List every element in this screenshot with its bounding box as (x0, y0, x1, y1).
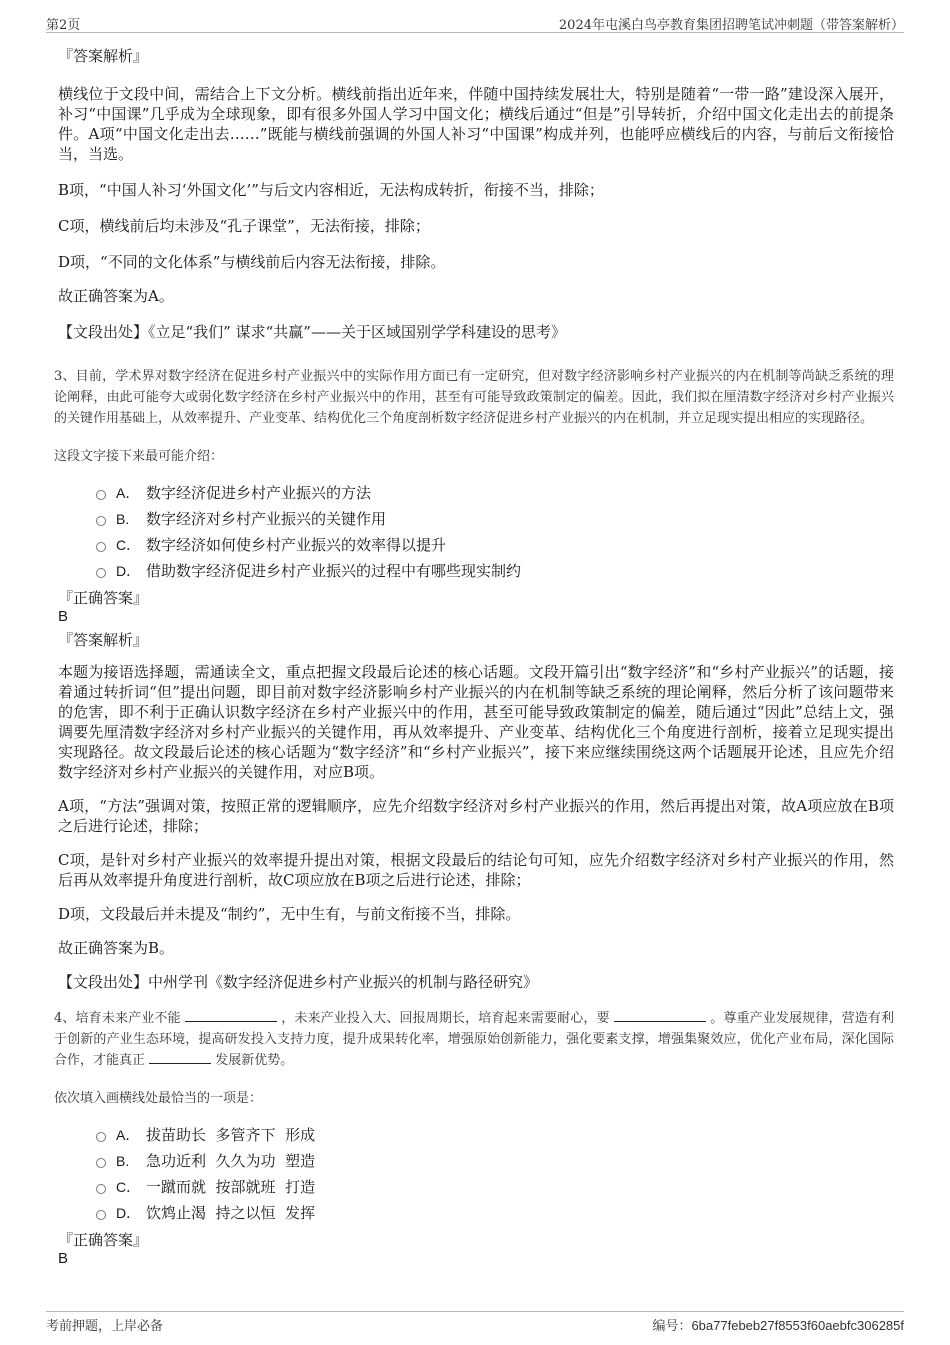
option-text: 拔苗助长 多管齐下 形成 (146, 1126, 316, 1144)
option-key: D． (116, 563, 141, 579)
option-c[interactable] (96, 1174, 894, 1200)
page-number: 第2页 (46, 18, 81, 33)
stem-part: 4、培育未来产业不能 (54, 1011, 181, 1026)
option-a[interactable] (96, 480, 894, 506)
option-a[interactable] (96, 1122, 894, 1148)
radio-icon[interactable] (96, 542, 106, 552)
option-text: 借助数字经济促进乡村产业振兴的过程中有哪些现实制约 (146, 562, 522, 580)
option-text: 数字经济促进乡村产业振兴的方法 (146, 484, 372, 502)
stem-part: 。尊重产业发展规律，营造有利于创新的产业生态环境，提高研发投入支持力度，提升成果转化率，增强原始创新能力，强化要素支撑，增强集聚效应，优化产业布局，深化国际合作，才能真正 (54, 1011, 895, 1068)
analysis-label: 『答案解析』 (58, 47, 149, 65)
radio-icon[interactable] (96, 568, 106, 578)
radio-icon[interactable] (96, 1132, 106, 1142)
radio-icon[interactable] (96, 1210, 106, 1220)
stem-part: 发展新优势。 (215, 1053, 294, 1068)
analysis-paragraph: B项，“中国人补习‘外国文化’”与后文内容相近，无法构成转折，衔接不当，排除； (58, 181, 604, 199)
question-4-options (96, 1122, 894, 1226)
fill-blank[interactable] (614, 1009, 706, 1022)
option-text: 数字经济如何使乡村产业振兴的效率得以提升 (146, 536, 447, 554)
analysis-label: 『答案解析』 (58, 631, 149, 649)
analysis-paragraph: D项，“不同的文化体系”与横线前后内容无法衔接，排除。 (58, 253, 446, 271)
option-text: 数字经济对乡村产业振兴的关键作用 (146, 510, 387, 528)
option-text: 一蹴而就 按部就班 打造 (146, 1178, 316, 1196)
fill-blank[interactable] (149, 1051, 211, 1064)
analysis-paragraph: 本题为接语选择题，需通读全文，重点把握文段最后论述的核心话题。文段开篇引出“数字经济”和“乡村产业振兴”的话题，接着通过转折词“但”提出问题，即目前对数字经济影响乡村产业振兴的内在机制等缺乏系统的理论阐释，然后分析了该问题带来的危害，即不利于正确认识数字经济在乡村产业振兴中的作用，甚至可能导致政策制定的偏差，随后通过“因此”总结上文，强调要先厘清数字经济对乡村产业振兴的关键作用，再从效率提升、产业变革、结构优化三个角度进行剖析，接着立足现实提出实现路径。故文段最后论述的核心话题为“数字经济”和“乡村产业振兴”，接下来应继续围绕这两个话题展开论述，且应先介绍数字经济对乡村产业振兴的关键作用，对应B项。 (58, 663, 894, 781)
question-4-prompt: 依次填入画横线处最恰当的一项是： (54, 1091, 263, 1106)
option-key: C． (116, 1179, 141, 1195)
option-b[interactable] (96, 506, 894, 532)
analysis-conclusion: 故正确答案为A。 (58, 287, 174, 305)
option-d[interactable] (96, 558, 894, 584)
option-d[interactable] (96, 1200, 894, 1226)
option-key: B. (116, 511, 130, 527)
option-text: 急功近利 久久为功 塑造 (146, 1152, 316, 1170)
page-footer (46, 1311, 904, 1336)
stem-part: ，未来产业投入大、回报周期长，培育起来需要耐心，要 (281, 1011, 610, 1026)
question-4-stem (54, 1008, 894, 1071)
option-text: 饮鸩止渴 持之以恒 发挥 (146, 1204, 316, 1222)
analysis-paragraph: A项，“方法”强调对策，按照正常的逻辑顺序，应先介绍数字经济对乡村产业振兴的作用，然后再提出对策，故A项应放在B项之后进行论述，排除； (58, 797, 894, 835)
analysis-paragraph: C项，是针对乡村产业振兴的效率提升提出对策，根据文段最后的结论句可知，应先介绍数字经济对乡村产业振兴的作用，然后再从效率提升角度进行剖析，故C项应放在B项之后进行论述，排除； (58, 851, 894, 889)
radio-icon[interactable] (96, 490, 106, 500)
source-citation: 【文段出处】《立足“我们” 谋求“共赢”——关于区域国别学学科建设的思考》 (58, 323, 566, 341)
radio-icon[interactable] (96, 1184, 106, 1194)
option-c[interactable] (96, 532, 894, 558)
analysis-paragraph: 横线位于文段中间，需结合上下文分析。横线前指出近年来，伴随中国持续发展壮大，特别是随着“一带一路”建设深入展开，补习“中国课”几乎成为全球现象，即有很多外国人学习中国文化；横线后通过“但是”引导转折，介绍中国文化走出去的前提条件。A项“中国文化走出去……”既能与横线前强调的外国人补习“中国课”构成并列，也能呼应横线后的内容，与前后文衔接恰当，当选。 (58, 85, 894, 163)
option-key: A． (116, 1127, 140, 1143)
document-code: 编号：6ba77febeb27f8553f60aebfc306285f (652, 1318, 904, 1333)
answer-value: B (58, 1250, 69, 1267)
option-key: B. (116, 1153, 130, 1169)
analysis-paragraph: C项，横线前后均未涉及“孔子课堂”，无法衔接，排除； (58, 217, 430, 235)
option-key: D． (116, 1205, 141, 1221)
document-title: 2024年屯溪白鸟亭教育集团招聘笔试冲刺题（带答案解析） (558, 18, 904, 33)
option-key: C． (116, 537, 141, 553)
question-3-stem: 3、目前，学术界对数字经济在促进乡村产业振兴中的实际作用方面已有一定研究，但对数字经济影响乡村产业振兴的内在机制等尚缺乏系统的理论阐释，由此可能夸大或弱化数字经济在乡村产业振兴中的作用，甚至有可能导致政策制定的偏差。因此，我们拟在厘清数字经济对乡村产业振兴的关键作用基础上，从效率提升、产业变革、结构优化三个角度剖析数字经济促进乡村产业振兴的内在机制，并立足现实提出相应的实现路径。 (54, 369, 894, 426)
fill-blank[interactable] (185, 1009, 277, 1022)
footer-slogan: 考前押题，上岸必备 (46, 1319, 164, 1334)
radio-icon[interactable] (96, 1158, 106, 1168)
analysis-paragraph: D项，文段最后并未提及“制约”，无中生有，与前文衔接不当，排除。 (58, 905, 521, 923)
question-3-options (96, 480, 894, 584)
answer-label: 『正确答案』 (58, 589, 149, 607)
option-key: A． (116, 485, 140, 501)
analysis-conclusion: 故正确答案为B。 (58, 939, 175, 957)
radio-icon[interactable] (96, 516, 106, 526)
page-content (54, 40, 895, 1268)
answer-label: 『正确答案』 (58, 1231, 149, 1249)
answer-value: B (58, 608, 69, 625)
page-header (46, 12, 904, 33)
option-b[interactable] (96, 1148, 894, 1174)
source-citation: 【文段出处】中州学刊《数字经济促进乡村产业振兴的机制与路径研究》 (58, 973, 539, 991)
question-3-prompt: 这段文字接下来最可能介绍： (54, 449, 224, 464)
